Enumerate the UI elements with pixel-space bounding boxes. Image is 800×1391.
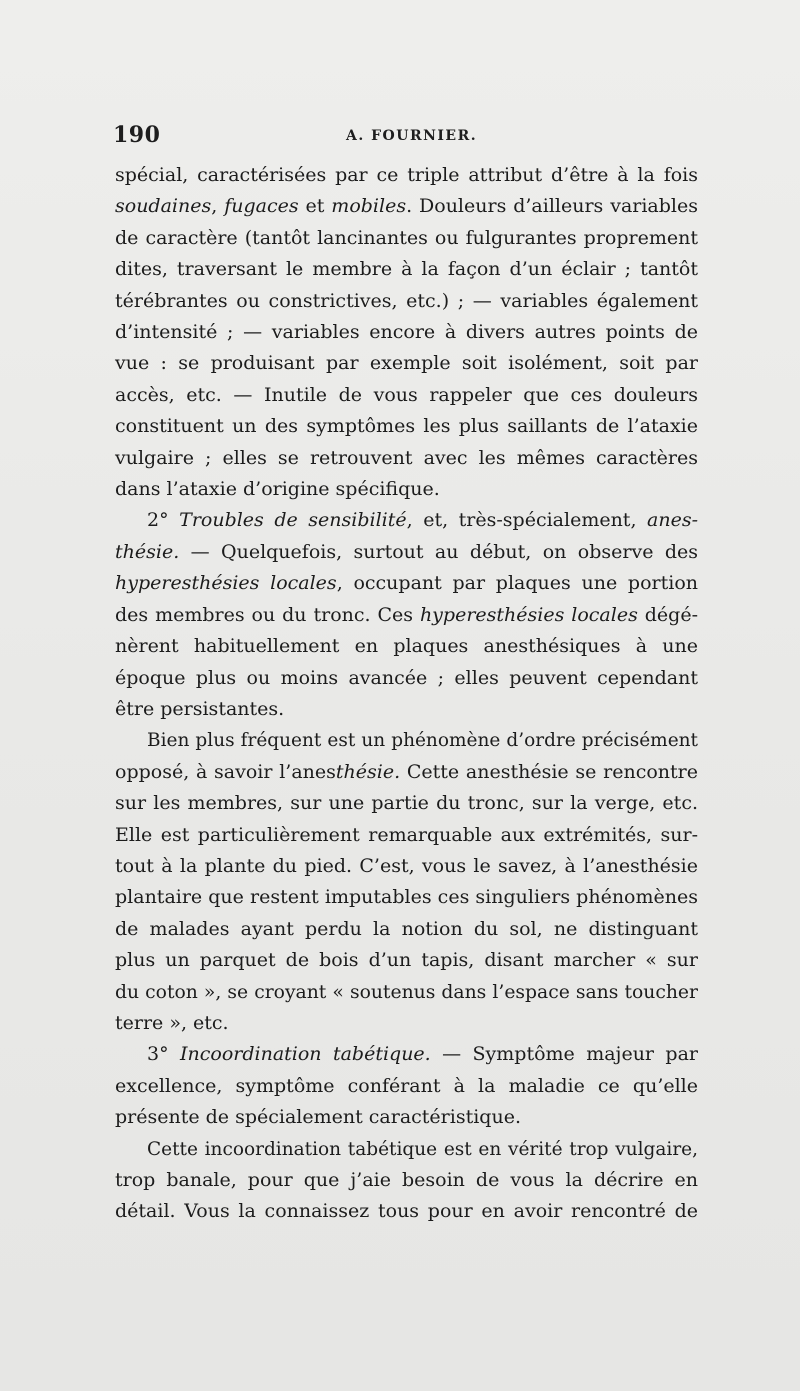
text-line: époque plus ou moins avancée ; elles peuvent cependant — [115, 666, 698, 689]
text-line: Elle est particulièrement remarquable aux extrémités, sur- — [115, 823, 698, 846]
running-head: A. FOURNIER. — [346, 128, 478, 144]
text-line: opposé, à savoir l’anesthésie. Cette anesthésie se rencontre — [115, 760, 698, 783]
text-line: excellence, symptôme conférant à la maladie ce qu’elle — [115, 1074, 698, 1097]
text-line: accès, etc. — Inutile de vous rappeler que ces douleurs — [115, 383, 698, 406]
text-line: trop banale, pour que j’aie besoin de vous la décrire en — [115, 1169, 698, 1191]
text-line: 2° Troubles de sensibilité, et, très-spécialement, anes- — [147, 509, 699, 532]
text-line: d’intensité ; — variables encore à divers autres points de — [115, 321, 698, 344]
text-line: sur les membres, sur une partie du tronc, sur la verge, etc. — [115, 792, 698, 815]
text-line: de caractère (tantôt lancinantes ou fulgurantes proprement — [115, 226, 698, 249]
text-line: 3° Incoordination tabétique. — Symptôme majeur par — [147, 1043, 698, 1066]
text-line: vulgaire ; elles se retrouvent avec les mêmes caractères — [115, 446, 698, 469]
text-line: du coton », se croyant « soutenus dans l’espace sans toucher — [115, 981, 698, 1003]
text-line: Cette incoordination tabétique est en vérité trop vulgaire, — [147, 1138, 698, 1160]
text-line: dans l’ataxie d’origine spécifique. — [115, 478, 440, 501]
text-line: présente de spécialement caractéristique. — [115, 1106, 521, 1129]
text-line: être persistantes. — [115, 697, 285, 720]
text-line: de malades ayant perdu la notion du sol, ne distinguant — [115, 917, 698, 940]
page-number: 190 — [113, 122, 161, 148]
text-line: terre », etc. — [115, 1011, 229, 1034]
text-line: des membres ou du tronc. Ces hyperesthésies locales dégé- — [115, 603, 698, 626]
text-line: détail. Vous la connaissez tous pour en avoir rencontré de — [115, 1200, 698, 1223]
text-line: plus un parquet de bois d’un tapis, disant marcher « sur — [115, 949, 698, 972]
text-line: tout à la plante du pied. C’est, vous le savez, à l’anesthésie — [115, 854, 698, 877]
text-line: plantaire que restent imputables ces singuliers phénomènes — [115, 886, 698, 909]
text-line: soudaines, fugaces et mobiles. Douleurs d’ailleurs variables — [115, 195, 698, 218]
text-line: nèrent habituellement en plaques anesthésiques à une — [115, 635, 698, 658]
text-line: thésie. — Quelquefois, surtout au début, on observe des — [115, 540, 698, 563]
body-text — [115, 160, 698, 1228]
text-line: constituent un des symptômes les plus saillants de l’ataxie — [115, 415, 698, 438]
text-line: vue : se produisant par exemple soit isolément, soit par — [115, 352, 698, 375]
text-line: dites, traversant le membre à la façon d’un éclair ; tantôt — [115, 258, 698, 281]
text-line: térébrantes ou constrictives, etc.) ; — variables également — [115, 289, 698, 312]
text-line: spécial, caractérisées par ce triple attribut d’être à la fois — [115, 164, 698, 186]
text-line: Bien plus fréquent est un phénomène d’ordre précisément — [147, 730, 698, 752]
text-line: hyperesthésies locales, occupant par plaques une portion — [115, 572, 698, 595]
page-header — [113, 122, 698, 152]
